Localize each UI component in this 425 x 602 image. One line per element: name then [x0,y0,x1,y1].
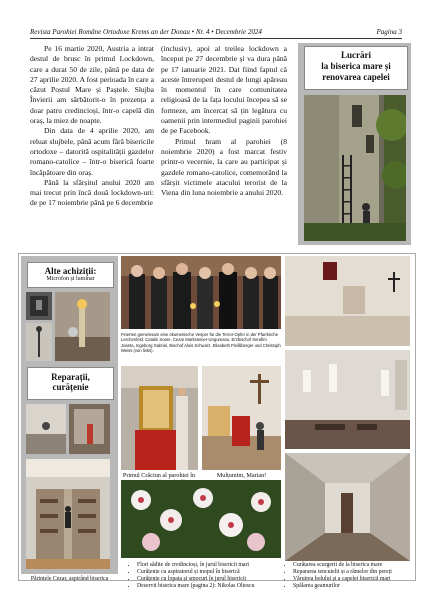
list-item: • Deservit biserica mare (pagina 2): Nikolas Oltescu [137,583,279,590]
list-item: • Curățenie cu aspiratorul și mopul în biserică [137,569,279,576]
list-item: • Repararea tencuielii și a rămelor din pereți [293,569,410,576]
craciun-caption: Primul Crăciun al parohiei în [122,472,196,479]
list-item: • Spălarea geamurilor [293,583,410,590]
article-paragraph: (inclusiv), apoi al treilea lockdown a început pe 27 decembrie și va dura până pe 17 ianuarie 2021. Dat fiind faptul că aceste întreruperi destul de lungi apăreau în momentul în care comunitatea religioasă de la fața locului începea să se formeze, am încercat să țin legătura cu oamenii prin intermediul paginii parohiei de pe Facebook. [161,44,287,136]
list-item: • Văruirea holului și a capelei bisericii mari [293,576,410,583]
lucrari-title: Lucrări la biserica mare și renovarea capelei [321,50,391,82]
lucrari-title-box [304,46,408,90]
flowers-photo [121,480,281,558]
reparatii-box [27,367,114,400]
ecumenical-vesper-photo [121,256,281,329]
page-number: Pagina 3 [376,28,402,36]
achizitii-box [27,262,114,288]
hallway-photo [285,453,410,561]
article-column-2 [161,44,287,249]
article-paragraph: Pe 16 martie 2020, Austria a intrat destul de brusc în primul Lockdown, care a durat 50 de zile, până pe data de 27 aprilie 2020. A fost perioada în care a căzut Postul Mare și Paștele. Slujba Învierii am sărbătorit-o în prezența a doar patru credincioși, într-o capelă din oraș, la miez de noapte. [30,44,154,126]
header-divider [30,38,402,39]
renovated-chapel-photo [285,350,410,449]
bottom-list-left [129,562,279,590]
achizitii-subtitle: Microfon și luminar [46,276,95,282]
list-item: • Curățarea scurgerii de la biserica mare [293,562,410,569]
bottom-list-right [285,562,410,590]
christmas-icon-photo [121,366,198,470]
article-paragraph: Din data de 4 aprilie 2020, am reluat slujbele, până acum fără bisericile ortodoxe – datorită ospitalității gazdelor romano-catolice – într-o biserică foarte încăpătoare din oraș. [30,126,154,177]
microphone-stand-photo [26,323,52,361]
candle-stand-photo [55,292,110,361]
article-column-1 [30,44,154,249]
microphone-photo [26,292,52,320]
list-item: • Flori sădite de credincioși, în jurul bisericii mari [137,562,279,569]
vacuuming-church-photo [26,459,110,569]
wall-repair-photo [26,404,66,454]
reparatii-title: Reparații, curățenie [51,372,90,392]
cezar-caption: Părintele Cezar, aspirând biserica [30,576,109,582]
chapel-cleaning-photo [202,366,281,470]
article-paragraph: Până la sfârșitul anului 2020 am mai trecut prin încă două lockdown-uri: de pe 17 noiembrie până pe 6 decembrie [30,177,154,208]
vesper-caption: Feierten gemeinsam eine ökumenische Vesper für die Terror-Opfer in der Pfarrkirche Lerchenfeld: Catalin Soare, Cezar Marksteiner-Ungureanu, Erzbischof Serafim Joanta, Ingeborg Gabriel, Bischof Alois Schwarz, Elisabeth Fleißlberger und Christoph Weiss (von links). [121,332,281,353]
icon-wall-photo [285,256,410,346]
drain-photo [69,404,110,454]
magazine-title: Revista Parohiei Române Ortodoxe Krems an der Donau • Nr. 4 • Decembrie 2024 [30,28,262,36]
article-paragraph: Primul hram al parohiei (8 noiembrie 2020) a fost marcat festiv printr-o vecernie, la care au participat și gazdele romano-catolice, comemorând la sfârșit victimele atacului terorist de la Viena din luna noiembrie a anului 2020. [161,136,287,198]
achizitii-title: Alte achiziții: [44,266,97,276]
list-item: • Curățenie cu lopata și smocuri în jurul bisericii [137,576,279,583]
church-tower-photo [304,95,406,241]
multumim-caption: Mulțumim, Marian! [216,472,267,479]
